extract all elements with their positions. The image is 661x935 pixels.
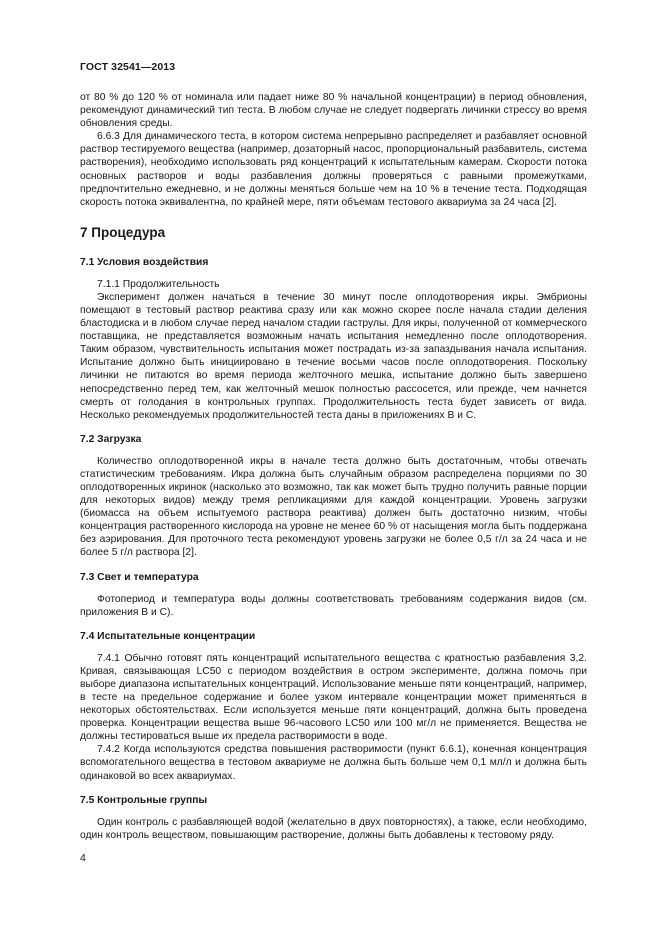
paragraph-continued: от 80 % до 120 % от номинала или падает ниже 80 % начальной концентрации) в период обновления, рекомендуют динамический тип теста. В любом случае не следует подвергать личинки стрессу во время обновления среды. [80,92,587,130]
subsection-7-1-1-heading: 7.1.1 Продолжительность [97,278,220,290]
paragraph-7-3: Фотопериод и температура воды должны соответствовать требованиям содержания видов (см. приложения В и С). [80,593,587,618]
section-7-1-heading: 7.1 Условия воздействия [80,256,209,268]
paragraph-6-6-3: 6.6.3 Для динамического теста, в котором система непрерывно распределяет и разбавляет основной раствор тестируемого вещества (например, дозаторный насос, пропорциональный разбавитель, система растворения), необходимо использовать ряд концентраций к испытательным камерам. Скорости потока основных растворов и воды разбавления должны проверяться с равными промежутками, предпочтительно ежедневно, и не должны меняться больше чем на 10 % в течение теста. Подходящая скорость потока эквивалентна, по крайней мере, пяти объемам тестового аквариума за 24 часа [2]. [80,131,587,208]
paragraph-7-1-1: Эксперимент должен начаться в течение 30 минут после оплодотворения икры. Эмбрионы помещают в тестовый раствор реактива сразу или как можно скорее после начала стадии деления бластодиска и в любом случае перед началом стадии гаструлы. Для икры, полученной от коммерческого поставщика, не представляется возможным начать испытания немедленно после оплодотворения. Таким образом, чувствительность испытания может пострадать из-за запаздывания начала испытания. Испытание должно быть инициировано в течение восьми часов после оплодотворения. Поскольку личинки не питаются во время периода желточного мешка, испытание должно быть завершено непосредственно перед тем, как желточный мешок полностью рассосется, или прежде, чем начнется смерть от голодания в контрольных группах. Продолжительность теста будет зависеть от вида. Несколько рекомендуемых продолжительностей теста даны в приложениях В и С. [80,291,587,421]
section-7-3-heading: 7.3 Свет и температура [80,571,199,583]
paragraph-7-4-1: 7.4.1 Обычно готовят пять концентраций испытательного вещества с кратностью разбавления 3,2. Кривая, связывающая LC50 с периодом воздействия в остром эксперименте, должна помочь при выборе диапазона испытательных концентраций. Использование меньше пяти концентраций, например, в тесте на предельное содержание и более узком интервале концентрации может применяться в некоторых обстоятельствах. Если используется меньше пяти концентраций, должна быть проведена проверка. Концентрации вещества выше 96-часового LC50 или 100 мг/л не применяется. Вещества не должны тестироваться выше их предела растворимости в воде. [80,652,587,743]
section-7-heading: 7 Процедура [80,224,166,240]
page-body [80,91,587,842]
paragraph-7-4-2: 7.4.2 Когда используются средства повышения растворимости (пункт 6.6.1), конечная концентрация вспомогательного вещества в тестовом аквариуме не должна быть больше чем 0,1 мл/л и должна быть одинаковой во всех аквариумах. [80,744,587,782]
paragraph-7-2: Количество оплодотворенной икры в начале теста должно быть достаточным, чтобы отвечать статистическим требованиям. Икра должна быть случайным образом распределена порциями по 30 оплодотворенных икринок (насколько это возможно, так как может быть трудно получить равные порции для некоторых видов) между тремя репликациями для каждой концентрации. Уровень загрузки (биомасса на объем испытуемого раствора реактива) должен быть достаточно низким, чтобы концентрация растворенного кислорода на уровне не менее 60 % от насыщения могла быть поддержана без аэрирования. Для проточного теста рекомендуют уровень загрузки не более 0,5 г/л за 24 часа и не более 5 г/л раствора [2]. [80,455,587,559]
section-7-5-heading: 7.5 Контрольные группы [80,794,208,806]
page-number: 4 [80,852,86,864]
paragraph-7-5: Один контроль с разбавляющей водой (желательно в двух повторностях), а также, если необходимо, один контроль веществом, повышающим растворение, должны быть добавлены к тестовому ряду. [80,816,587,841]
document-header: ГОСТ 32541—2013 [80,61,176,73]
section-7-2-heading: 7.2 Загрузка [80,433,142,445]
section-7-4-heading: 7.4 Испытательные концентрации [80,630,256,642]
